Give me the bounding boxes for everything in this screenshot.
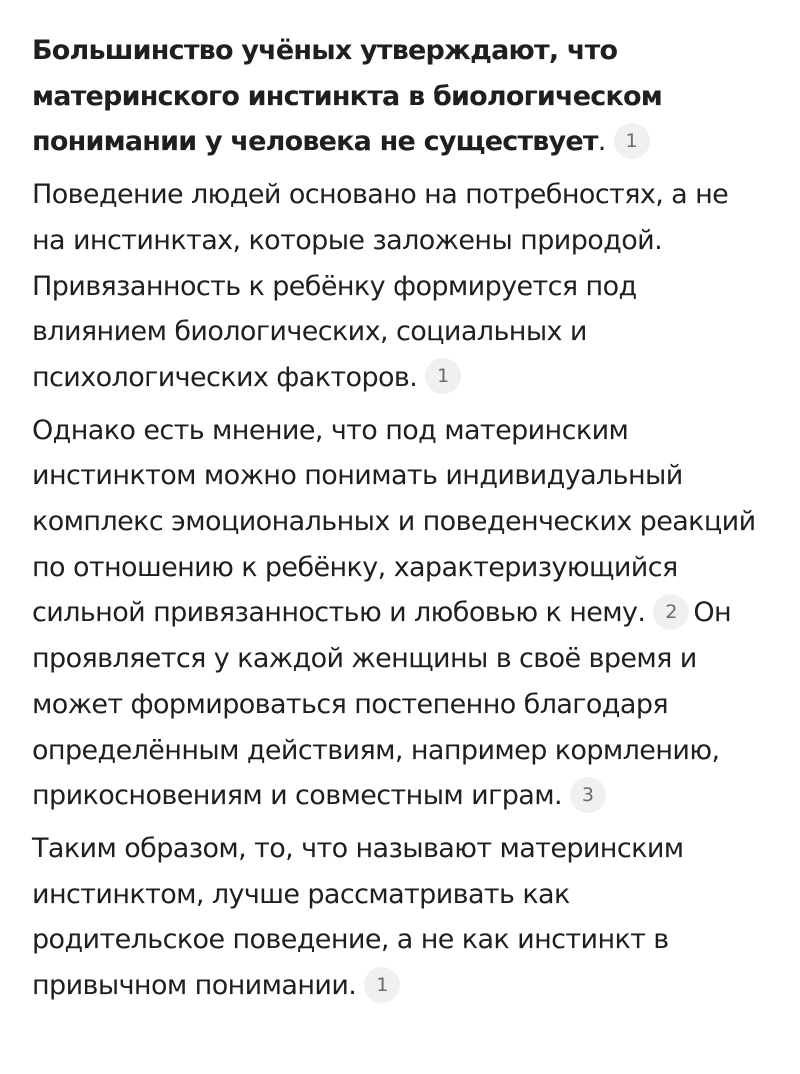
paragraph-3-text-a: Однако есть мнение, что под материнским инстинктом можно понимать индивидуальный комплекс эмоциональных и поведенческих реакций по отношению к ребёнку, характеризующийся сильной привязанностью и любовью к нему.: [32, 414, 756, 629]
citation-badge[interactable]: 2: [653, 594, 689, 630]
citation-badge[interactable]: 3: [570, 777, 606, 813]
answer-paragraph-2: [32, 172, 764, 401]
lead-period: .: [597, 126, 606, 158]
citation-badge[interactable]: 1: [614, 123, 650, 159]
paragraph-2-text: Поведение людей основано на потребностях, а не на инстинктах, которые заложены природой. Привязанность к ребёнку формируется под влиянием биологических, социальных и психологических факторов.: [32, 179, 729, 393]
paragraph-4-text: Таким образом, то, что называют материнским инстинктом, лучше рассматривать как родительское поведение, а не как инстинкт в привычном понимании.: [32, 832, 684, 1002]
lead-text: Большинство учёных утверждают, что материнского инстинкта в биологическом понимании у человека не существует: [32, 35, 663, 158]
answer-paragraph-4: [32, 826, 764, 1009]
paragraph-3-text-b: Он проявляется у каждой женщины в своё время и может формироваться постепенно благодаря определённым действиям, например кормлению, прикосновениям и совместным играм.: [32, 597, 732, 812]
answer-lead-paragraph: [32, 28, 764, 165]
citation-badge[interactable]: 1: [425, 358, 461, 394]
citation-badge[interactable]: 1: [364, 967, 400, 1003]
answer-paragraph-3: [32, 408, 764, 819]
